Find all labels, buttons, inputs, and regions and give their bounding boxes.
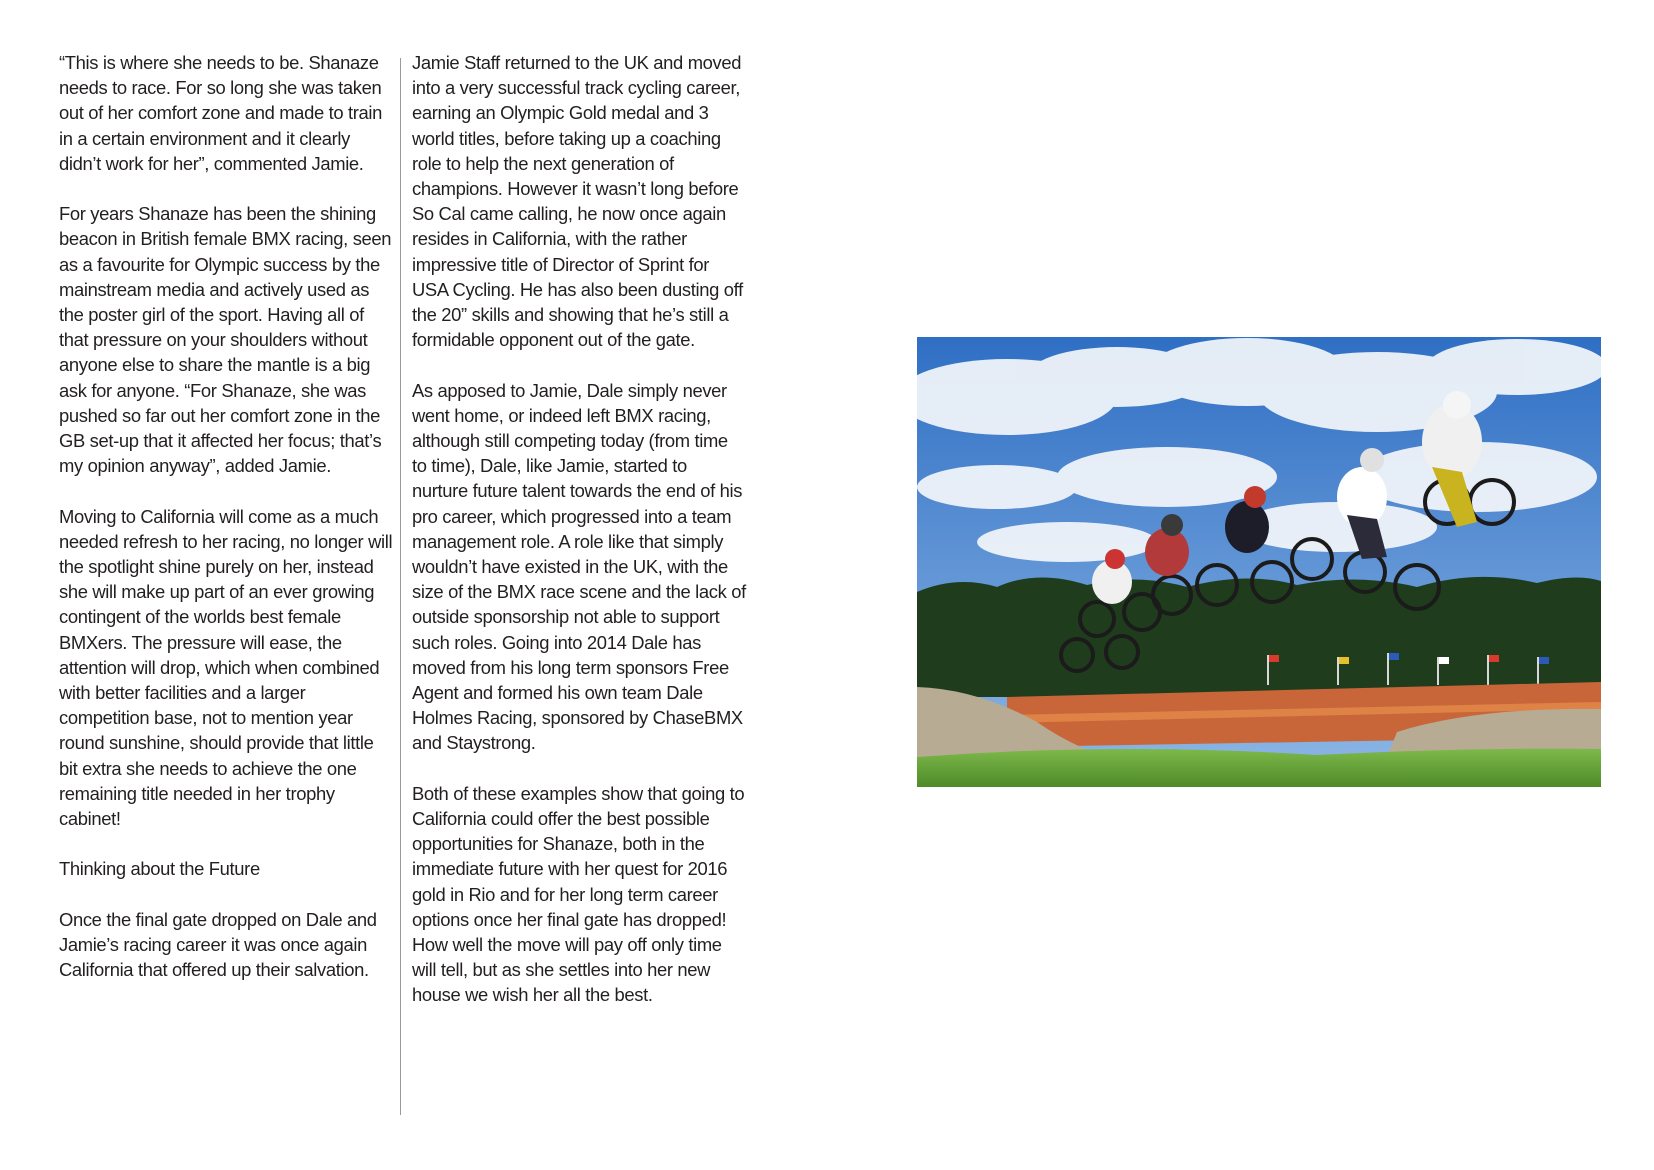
column-divider <box>400 58 401 1115</box>
paragraph: Both of these examples show that going to California could offer the best possible opportunities for Shanaze, both in the immediate future with her quest for 2016 gold in Rio and for her long term career options once her final gate has dropped! How well the move will pay off only time will tell, but as she settles into her new house we wish her all the best. <box>412 782 745 1006</box>
paragraph: Moving to California will come as a much needed refresh to her racing, no longer will the spotlight shine purely on her, instead she will make up part of an ever growing contingent of the worlds best female BMXers. The pressure will ease, the attention will drop, which when combined with better facilities and a larger competition base, not to mention year round sunshine, should provide that little bit extra she needs to achieve the one remaining title needed in her trophy cabinet! <box>59 505 393 830</box>
paragraph: “This is where she needs to be. Shanaze needs to race. For so long she was taken out of her comfort zone and made to train in a certain environment and it clearly didn’t work for her”, commented Jamie. <box>59 52 383 174</box>
paragraph: For years Shanaze has been the shining beacon in British female BMX racing, seen as a favourite for Olympic success by the mainstream media and actively used as the poster girl of the sport. Having all of that pressure on your shoulders without anyone else to share the mantle is a big ask for anyone. “For Shanaze, she was pushed so far out her comfort zone in the GB set-up that it affected her focus; that’s my opinion anyway”, added Jamie. <box>59 203 392 477</box>
paragraph: Jamie Staff returned to the UK and moved into a very successful track cycling career, earning an Olympic Gold medal and 3 world titles, before taking up a coaching role to help the next generation of champions. However it wasn’t long before So Cal came calling, he now once again resides in California, with the rather impressive title of Director of Sprint for USA Cycling. He has also been dusting off the 20” skills and showing that he’s still a formidable opponent out of the gate. <box>412 52 743 351</box>
article-column-left <box>59 50 396 982</box>
paragraph: As apposed to Jamie, Dale simply never went home, or indeed left BMX racing, although still competing today (from time to time), Dale, like Jamie, started to nurture future talent towards the end of his pro career, which progressed into a team management role. A role like that simply wouldn’t have existed in the UK, with the size of the BMX race scene and the lack of outside sponsorship not able to support such roles. Going into 2014 Dale has moved from his long term sponsors Free Agent and formed his own team Dale Holmes Racing, sponsored by ChaseBMX and Staystrong. <box>412 379 746 754</box>
section-heading: Thinking about the Future <box>59 858 260 880</box>
photo-illustration <box>917 337 1601 787</box>
bmx-riders-jumping-photo <box>917 337 1601 787</box>
article-column-right <box>412 50 747 1008</box>
grass <box>917 749 1601 787</box>
paragraph: Once the final gate dropped on Dale and Jamie’s racing career it was once again California that offered up their salvation. <box>59 908 377 981</box>
